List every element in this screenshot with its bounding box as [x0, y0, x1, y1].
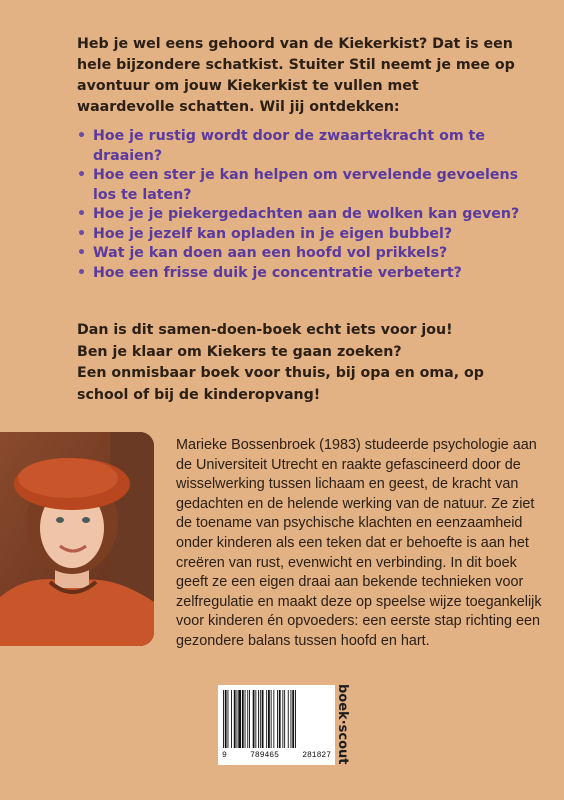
barcode-group: 789465 — [250, 751, 279, 760]
intro-text: Heb je wel eens gehoord van de Kiekerkist? Dat is een hele bijzondere schatkist. Stuiter Stil neemt je mee op avontuur om jouw Kiekerkist te vullen met waardevolle schatten. Wil jij ontdekken: — [77, 36, 515, 115]
barcode-group: 281827 — [302, 751, 331, 760]
closing-line: Dan is dit samen-doen-boek echt iets voor jou! — [77, 322, 453, 338]
barcode-bars — [223, 690, 330, 748]
publisher-logo — [328, 684, 358, 766]
isbn-barcode — [218, 685, 335, 765]
publisher-logo-text: boek·scout — [335, 684, 350, 765]
question-list — [77, 127, 527, 283]
question-item: • Hoe je jezelf kan opladen in je eigen bubbel? — [77, 225, 527, 245]
barcode-number — [218, 751, 335, 760]
closing-text — [77, 320, 527, 406]
closing-line: Ben je klaar om Kiekers te gaan zoeken? — [77, 343, 402, 360]
question-item: • Hoe je je piekergedachten aan de wolken kan geven? — [77, 205, 527, 225]
closing-line: Een onmisbaar boek voor thuis, bij opa en oma, op school of bij de kinderopvang! — [77, 365, 484, 403]
question-item: • Wat je kan doen aan een hoofd vol prikkels? — [77, 244, 527, 264]
author-photo — [0, 432, 154, 646]
question-item: • Hoe een ster je kan helpen om vervelende gevoelens los te laten? — [77, 166, 527, 205]
question-item: • Hoe je rustig wordt door de zwaartekracht om te draaien? — [77, 127, 527, 166]
author-bio: Marieke Bossenbroek (1983) studeerde psychologie aan de Universiteit Utrecht en raakte gefascineerd door de wisselwerking tussen lichaam en geest, de kracht van gedachten en de helende werking van de natuur. Ze ziet de toename van psychische klachten en eenzaamheid onder kinderen als een teken dat er behoefte is aan het creëren van rust, evenwicht en verbinding. In dit boek geeft ze een eigen draai aan bekende technieken voor zelfregulatie en maakt deze op speelse wijze toegankelijk voor kinderen én opvoeders: een eerste stap richting een gezondere balans tussen hoofd en hart. — [176, 437, 542, 649]
barcode-digit: 9 — [222, 751, 227, 760]
question-item: • Hoe een frisse duik je concentratie verbetert? — [77, 264, 527, 284]
